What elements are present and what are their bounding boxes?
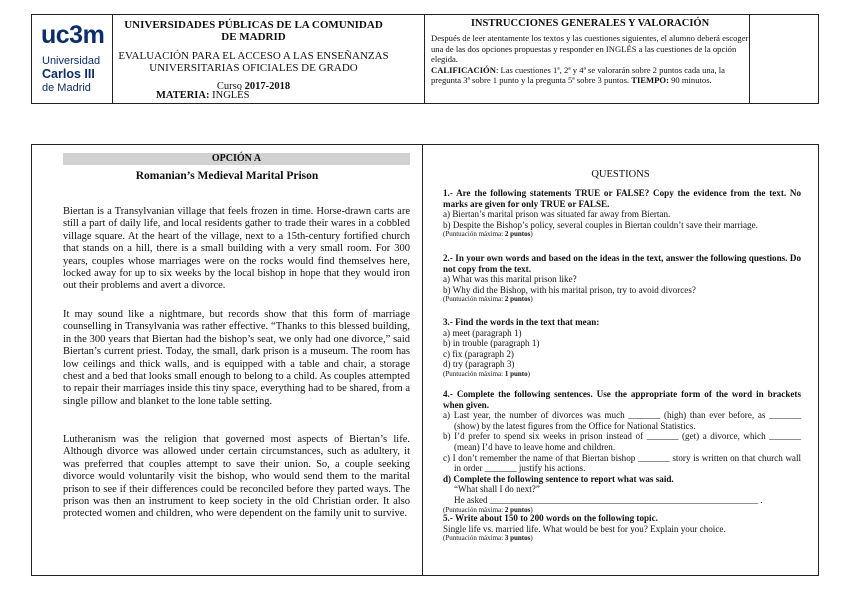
score-value: 2 puntos — [504, 295, 531, 304]
score-label: (Puntuación máxima: — [443, 505, 504, 514]
exam-line-2: UNIVERSITARIAS OFICIALES DE GRADO — [149, 62, 358, 74]
score-close: ) — [530, 230, 533, 239]
subject-label: MATERIA: — [156, 90, 210, 101]
university-block — [116, 17, 391, 101]
exam-header — [31, 14, 819, 104]
question-5-stem: 5.- Write about 150 to 200 words on the following topic. — [443, 513, 658, 523]
grading-label: CALIFICACIÓN — [431, 64, 496, 75]
reading-column — [32, 145, 422, 575]
question-5 — [443, 513, 801, 543]
time-text: 90 minutos. — [671, 75, 712, 86]
question-1-score — [443, 230, 801, 239]
instructions-body: Después de leer atentamente los textos y las cuestiones siguientes, el alumno deberá escoger una de las dos opciones propuestas y responder en INGLÉS a las cuestiones de la opción elegida. — [431, 33, 749, 65]
paragraph-1: Biertan is a Transylvanian village that feels frozen in time. Horse-drawn carts are still a part of daily life, and local residents gather to trade their wares in a cobbled village square. At the heart of the village, next to a 15th-century fortified church that stands on a hill, there is a small building with a very small room. For 300 years, couples whose marriages were on the rocks would find themselves here, locked away for up to six weeks by the local bishop in hope that they would iron out their problems and avert a divorce. — [63, 206, 410, 292]
logo-line-1: Universidad — [42, 55, 101, 67]
question-3-item: c) fix (paragraph 2) — [443, 348, 514, 359]
question-2-score — [443, 295, 801, 304]
score-label: (Puntuación máxima: — [443, 534, 504, 543]
question-4-reported: He asked ___________________________________________________________ . — [454, 494, 763, 505]
score-close: ) — [530, 295, 533, 304]
question-1-item: a) Biertan’s marital prison was situated far away from Biertan. — [443, 209, 671, 220]
question-3-item: a) meet (paragraph 1) — [443, 327, 522, 338]
question-2-stem: 2.- In your own words and based on the ideas in the text, answer the following questions. Do not copy from the text. — [443, 253, 801, 274]
score-label: (Puntuación máxima: — [443, 295, 504, 304]
question-4-item: a) Last year, the number of divorces was much _______ (high) than ever before, as _______ (show) by the latest figures from the Office for National Statistics. — [443, 410, 801, 431]
score-label: (Puntuación máxima: — [443, 230, 504, 239]
header-divider — [424, 15, 425, 103]
question-1-stem: 1.- Are the following statements TRUE or FALSE? Copy the evidence from the text. No marks are given for only TRUE or FALSE. — [443, 188, 801, 209]
score-value: 1 punto — [504, 369, 528, 378]
header-divider — [112, 15, 113, 103]
instructions-text — [431, 33, 749, 86]
question-2-item: a) What was this marital prison like? — [443, 274, 577, 285]
questions-heading: QUESTIONS — [591, 169, 650, 180]
question-3 — [443, 317, 801, 379]
exam-name — [116, 50, 391, 74]
logo-mark: uc3m — [41, 21, 105, 49]
question-2 — [443, 253, 801, 304]
paragraph-2: It may sound like a nightmare, but records show that this form of marriage counselling in Transylvania was rather effective. “Thanks to this blessed building, in the 300 years that Biertan had the bishop’s seat, we only had one divorce,” said Biertan’s current priest. Today, the small, dark prison is a museum. The room has low ceilings and thick walls, and is equipped with a table and chair, a storage chest and a bed that looks small enough to belong to a child. As couples attempted to repair their marriages inside this tiny space, everything had to be shared, from a single pillow and blanket to the lone table setting. — [63, 309, 410, 407]
score-label: (Puntuación máxima: — [443, 369, 504, 378]
score-close: ) — [530, 534, 533, 543]
university-title: UNIVERSIDADES PÚBLICAS DE LA COMUNIDAD DE MADRID — [124, 19, 383, 43]
question-4-item: c) I don’t remember the name of that Biertan bishop _______ story is written on that church wall in order _______ justify his actions. — [443, 452, 801, 474]
option-banner: OPCIÓN A — [63, 153, 410, 165]
course-label: Curso — [216, 81, 242, 92]
logo-line-3: de Madrid — [42, 82, 91, 94]
question-2-item: b) Why did the Bishop, with his marital prison, try to avoid divorces? — [443, 284, 696, 295]
course-year: 2017-2018 — [244, 81, 291, 92]
exam-body — [31, 144, 819, 576]
score-value: 2 puntos — [504, 230, 531, 239]
question-4-quote: “What shall I do next?” — [454, 484, 540, 495]
question-4 — [443, 389, 801, 515]
text-title: Romanian’s Medieval Marital Prison — [135, 170, 319, 182]
uc3m-logo — [32, 15, 112, 103]
question-3-score — [443, 370, 801, 379]
instructions-title: INSTRUCCIONES GENERALES Y VALORACIÓN — [470, 18, 710, 29]
exam-line-1: EVALUACIÓN PARA EL ACCESO A LAS ENSEÑANZAS — [118, 50, 389, 62]
question-3-stem: 3.- Find the words in the text that mean: — [443, 317, 600, 327]
question-3-item: d) try (paragraph 3) — [443, 359, 515, 370]
subject-value: INGLÉS — [212, 90, 250, 101]
instructions-block — [431, 18, 749, 86]
question-4-item: d) Complete the following sentence to report what was said. — [443, 473, 674, 484]
logo-line-2: Carlos III — [42, 67, 95, 81]
paragraph-3: Lutheranism was the religion that governed most aspects of Biertan’s life. Although divorce was allowed under certain circumstances, such as adultery, it was preferred that couples attempt to save their union. So, a couple seeking divorce would voluntarily visit the bishop, who would send them to the marital prison to see if their differences could be reconciled before they parted ways. The prison was then an instrument to keep society in the old Christian order. It also protected women and children, who were dependent on the family unit to survive. — [63, 434, 410, 520]
question-1-item: b) Despite the Bishop’s policy, several couples in Biertan couldn’t save their marriage. — [443, 219, 758, 230]
score-close: ) — [527, 369, 530, 378]
question-1 — [443, 188, 801, 239]
score-close: ) — [530, 505, 533, 514]
questions-column — [423, 145, 818, 575]
question-4-stem: 4.- Complete the following sentences. Use the appropriate form of the word in brackets when given. — [443, 389, 801, 410]
grading-text: : Las cuestiones 1ª, 2ª y 4ª se valorarán sobre 2 puntos cada una, la pregunta 3ª sobre 1 punto y la pregunta 5ª sobre 3 puntos. — [431, 64, 725, 86]
score-value: 2 puntos — [504, 505, 531, 514]
score-value: 3 puntos — [504, 534, 531, 543]
question-4-item: b) I’d prefer to spend six weeks in prison instead of _______ (get) a divorce, which _______ (mean) I’d have to leave home and children. — [443, 431, 801, 452]
question-3-item: b) in trouble (paragraph 1) — [443, 338, 540, 349]
time-label: TIEMPO: — [631, 75, 669, 86]
subject — [156, 90, 249, 101]
header-divider — [749, 15, 750, 103]
question-5-score — [443, 534, 801, 543]
question-5-topic: Single life vs. married life. What would be best for you? Explain your choice. — [443, 523, 726, 534]
